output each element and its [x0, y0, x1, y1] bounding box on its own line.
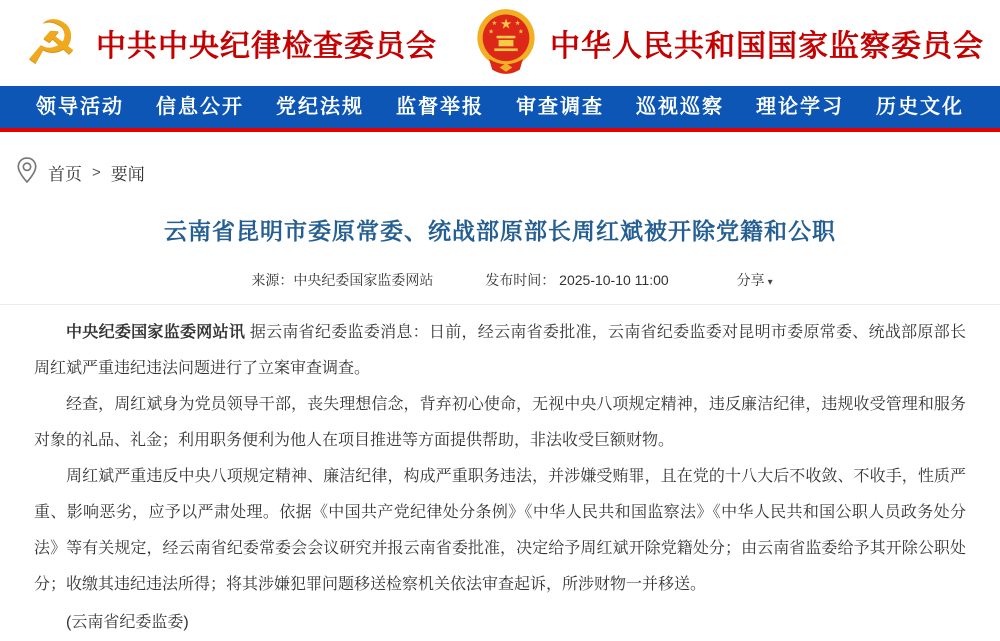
paragraph-1-text: 据云南省纪委监委消息：日前，经云南省委批准，云南省纪委监委对昆明市委原常委、统战部原部长周红斌严重违纪违法问题进行了立案审查调查。	[34, 324, 966, 377]
paragraph-3-text: 周红斌严重违反中央八项规定精神、廉洁纪律，构成严重职务违法，并涉嫌受贿罪，且在党的十八大后不收敛、不收手，性质严重、影响恶劣，应予以严肃处理。依据《中国共产党纪律处分条例》《中华人民共和国监察法》《中华人民共和国公职人员政务处分法》等有关规定，经云南省纪委常委会会议研究并报云南省委批准，决定给予周红斌开除党籍处分；由云南省监委给予其开除公职处分；收缴其违纪违法所得；将其涉嫌犯罪问题移送检察机关依法审查起诉，所涉财物一并移送。	[34, 468, 966, 593]
paragraph-2	[34, 387, 966, 459]
breadcrumb	[0, 132, 1000, 199]
nav-item-inspection-patrol[interactable]: 巡视巡察	[636, 96, 724, 118]
location-pin-icon	[16, 156, 38, 189]
national-emblem-icon	[472, 6, 540, 81]
article-body	[34, 315, 966, 641]
svg-text:★: ★	[488, 28, 495, 36]
party-emblem-icon: ☭	[24, 9, 78, 76]
article-publish-time	[485, 272, 668, 288]
breadcrumb-home[interactable]: 首页	[48, 165, 82, 184]
share-label: 分享	[736, 272, 765, 288]
site-header	[0, 0, 1000, 86]
share-caret-icon: ▾	[767, 277, 773, 288]
share-button[interactable]	[737, 272, 773, 288]
breadcrumb-separator: >	[92, 164, 101, 181]
site-title-ccdi: 中共中央纪律检查委员会	[96, 30, 437, 63]
article-meta	[34, 270, 966, 290]
time-label: 发布时间：	[485, 272, 556, 288]
nav-item-review-investigation[interactable]: 审查调查	[516, 96, 604, 118]
meta-divider	[0, 304, 1000, 305]
site-title-nsc: 中华人民共和国国家监察委员会	[550, 30, 984, 63]
nav-item-party-discipline[interactable]: 党纪法规	[276, 96, 364, 118]
nav-item-history-culture[interactable]: 历史文化	[876, 96, 964, 118]
brand-ccdi[interactable]	[16, 8, 437, 78]
svg-text:★: ★	[491, 19, 498, 27]
paragraph-1	[34, 315, 966, 387]
article-source	[251, 272, 433, 288]
breadcrumb-current[interactable]: 要闻	[110, 165, 145, 184]
paragraph-2-text: 经查，周红斌身为党员领导干部，丧失理想信念，背弃初心使命，无视中央八项规定精神，违反廉洁纪律，违规收受管理和服务对象的礼品、礼金；利用职务便利为他人在项目推进等方面提供帮助，非法收受巨额财物。	[34, 396, 966, 449]
source-value: 中央纪委国家监委网站	[293, 272, 434, 288]
paragraph-1-lead: 中央纪委国家监委网站讯	[66, 324, 246, 341]
brand-nsc[interactable]	[472, 6, 984, 81]
article	[0, 213, 1000, 641]
article-title: 云南省昆明市委原常委、统战部原部长周红斌被开除党籍和公职	[164, 218, 836, 244]
nav-item-supervision-report[interactable]: 监督举报	[396, 96, 484, 118]
article-attribution: (云南省纪委监委)	[66, 614, 189, 631]
svg-text:★: ★	[517, 28, 524, 36]
main-nav	[0, 86, 1000, 132]
svg-text:★: ★	[499, 15, 513, 31]
time-value: 2025-10-10 11:00	[559, 272, 669, 288]
nav-item-leader-activities[interactable]: 领导活动	[36, 96, 124, 118]
nav-item-theory-study[interactable]: 理论学习	[756, 96, 844, 118]
nav-item-info-disclosure[interactable]: 信息公开	[156, 96, 244, 118]
source-label: 来源：	[251, 272, 294, 288]
paragraph-3	[34, 459, 966, 603]
svg-text:★: ★	[514, 19, 521, 27]
